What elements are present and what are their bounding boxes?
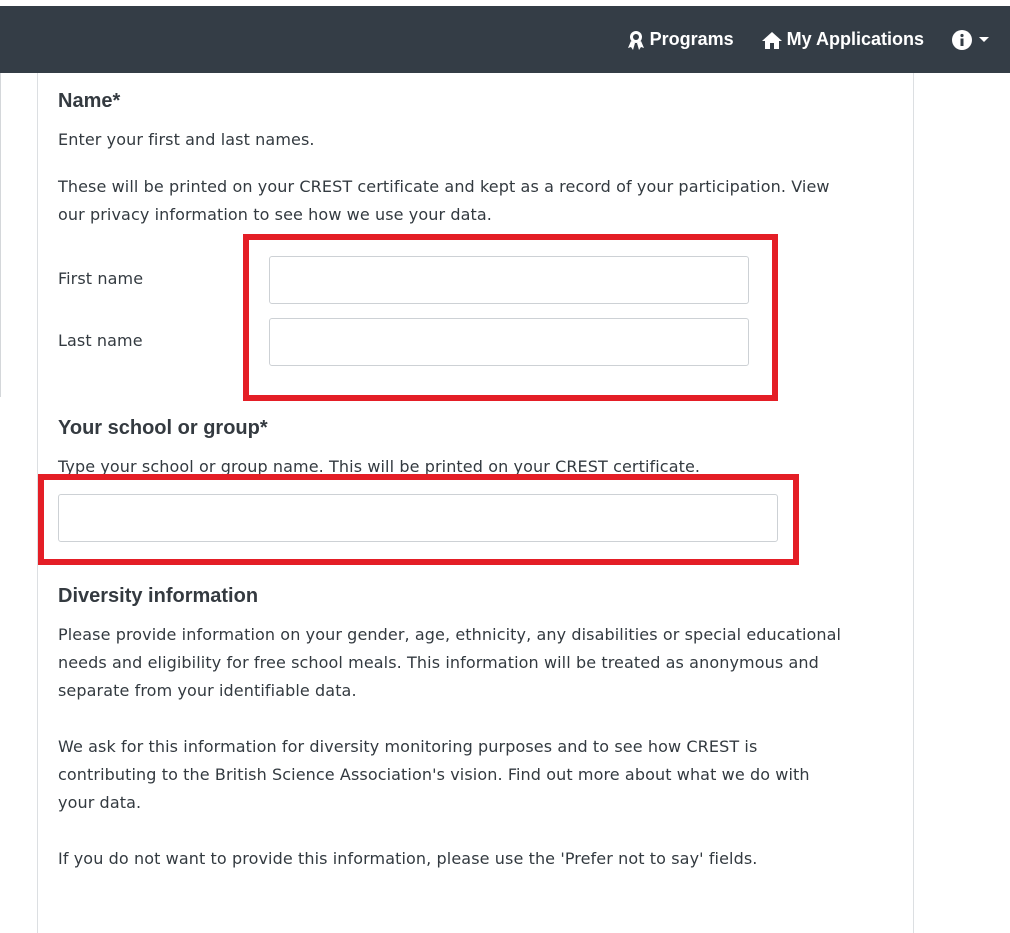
diversity-heading: Diversity information xyxy=(58,585,259,607)
last-name-label: Last name xyxy=(58,331,143,350)
first-name-label: First name xyxy=(58,269,144,288)
left-panel-border xyxy=(0,73,1,397)
name-heading: Name* xyxy=(58,90,121,112)
nav-my-applications-label: My Applications xyxy=(786,29,924,49)
diversity-para1-line3: separate from your identifiable data. xyxy=(58,681,357,700)
diversity-para3-line1: If you do not want to provide this information, please use the 'Prefer not to say' fields. xyxy=(58,849,758,868)
last-name-input[interactable] xyxy=(269,318,749,366)
diversity-para2-line2: contributing to the British Science Association's vision. Find out more about what we do with xyxy=(58,765,810,784)
nav-menu xyxy=(627,6,1010,73)
name-note-line2: our privacy information to see how we use your data. xyxy=(58,205,492,224)
home-icon xyxy=(762,31,782,49)
form-card xyxy=(37,73,914,933)
top-navigation-bar xyxy=(0,6,1010,73)
name-instruction: Enter your first and last names. xyxy=(58,130,315,149)
school-heading: Your school or group* xyxy=(58,417,268,439)
nav-programs-link[interactable] xyxy=(627,29,734,50)
school-input[interactable] xyxy=(58,494,778,542)
award-icon xyxy=(627,30,645,50)
caret-down-icon xyxy=(979,37,989,42)
first-name-input[interactable] xyxy=(269,256,749,304)
nav-my-applications-link[interactable] xyxy=(762,29,924,50)
name-note-line1: These will be printed on your CREST certificate and kept as a record of your participation. View xyxy=(58,177,830,196)
nav-programs-label: Programs xyxy=(649,29,734,49)
info-menu-toggle[interactable] xyxy=(952,30,989,50)
info-icon xyxy=(952,30,972,50)
diversity-para2-line1: We ask for this information for diversity monitoring purposes and to see how CREST is xyxy=(58,737,758,756)
diversity-para1-line2: needs and eligibility for free school meals. This information will be treated as anonymous and xyxy=(58,653,819,672)
diversity-para1-line1: Please provide information on your gender, age, ethnicity, any disabilities or special educational xyxy=(58,625,842,644)
school-instruction: Type your school or group name. This will be printed on your CREST certificate. xyxy=(58,457,701,476)
diversity-para2-line3: your data. xyxy=(58,793,142,812)
